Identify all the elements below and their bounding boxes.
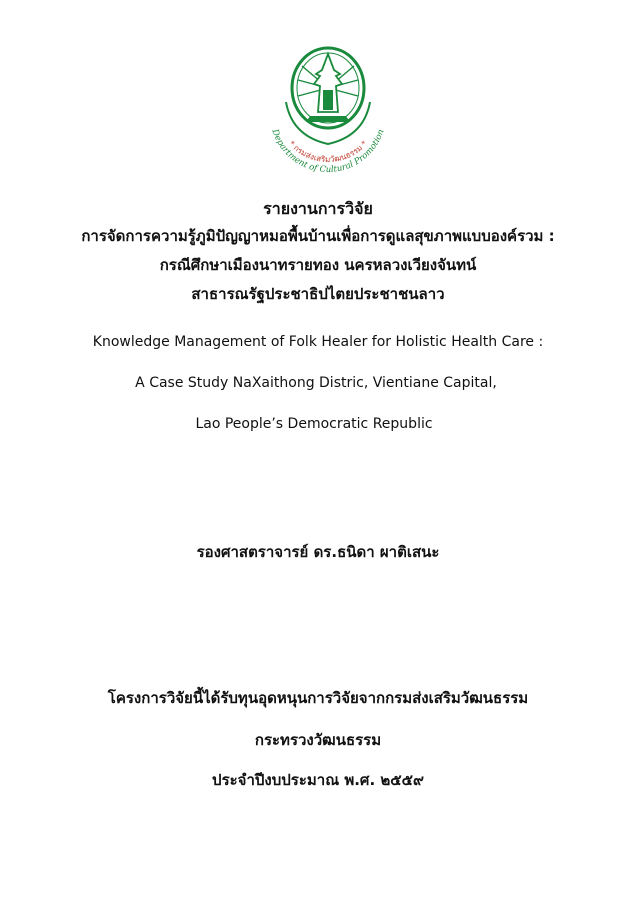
author-name: รองศาสตราจารย์ ดร.ธนิดา ผาติเสนะ [196,543,440,561]
seal-emblem-icon [262,40,394,180]
seal-text-english: Department of Cultural Promotion [269,128,387,176]
seal-text-thai: * กรมส่งเสริมวัฒนธรรม * [287,139,369,165]
funding-line-2: กระทรวงวัฒนธรรม [254,731,382,749]
english-title-line-1: Knowledge Management of Folk Healer for Holistic Health Care : [92,334,544,350]
english-title-line-3: Lao People’s Democratic Republic [195,416,433,432]
report-heading: รายงานการวิจัย [263,199,373,218]
funding-line-1: โครงการวิจัยนี้ได้รับทุนอุดหนุนการวิจัยจากกรมส่งเสริมวัฒนธรรม [107,689,529,707]
department-seal-logo [262,40,394,180]
svg-text:Department of Cultural Promoti [269,127,386,175]
thai-title-line-1: การจัดการความรู้ภูมิปัญญาหมอพื้นบ้านเพื่อการดูแลสุขภาพแบบองค์รวม : [81,227,555,245]
funding-line-3: ประจำปีงบประมาณ พ.ศ. ๒๕๕๙ [212,771,424,789]
english-title-line-2: A Case Study NaXaithong Distric, Vientiane Capital, [135,375,497,391]
thai-title-line-2: กรณีศึกษาเมืองนาทรายทอง นครหลวงเวียงจันทน์ [159,256,477,274]
thai-title-line-3: สาธารณรัฐประชาธิปไตยประชาชนลาว [191,285,445,303]
